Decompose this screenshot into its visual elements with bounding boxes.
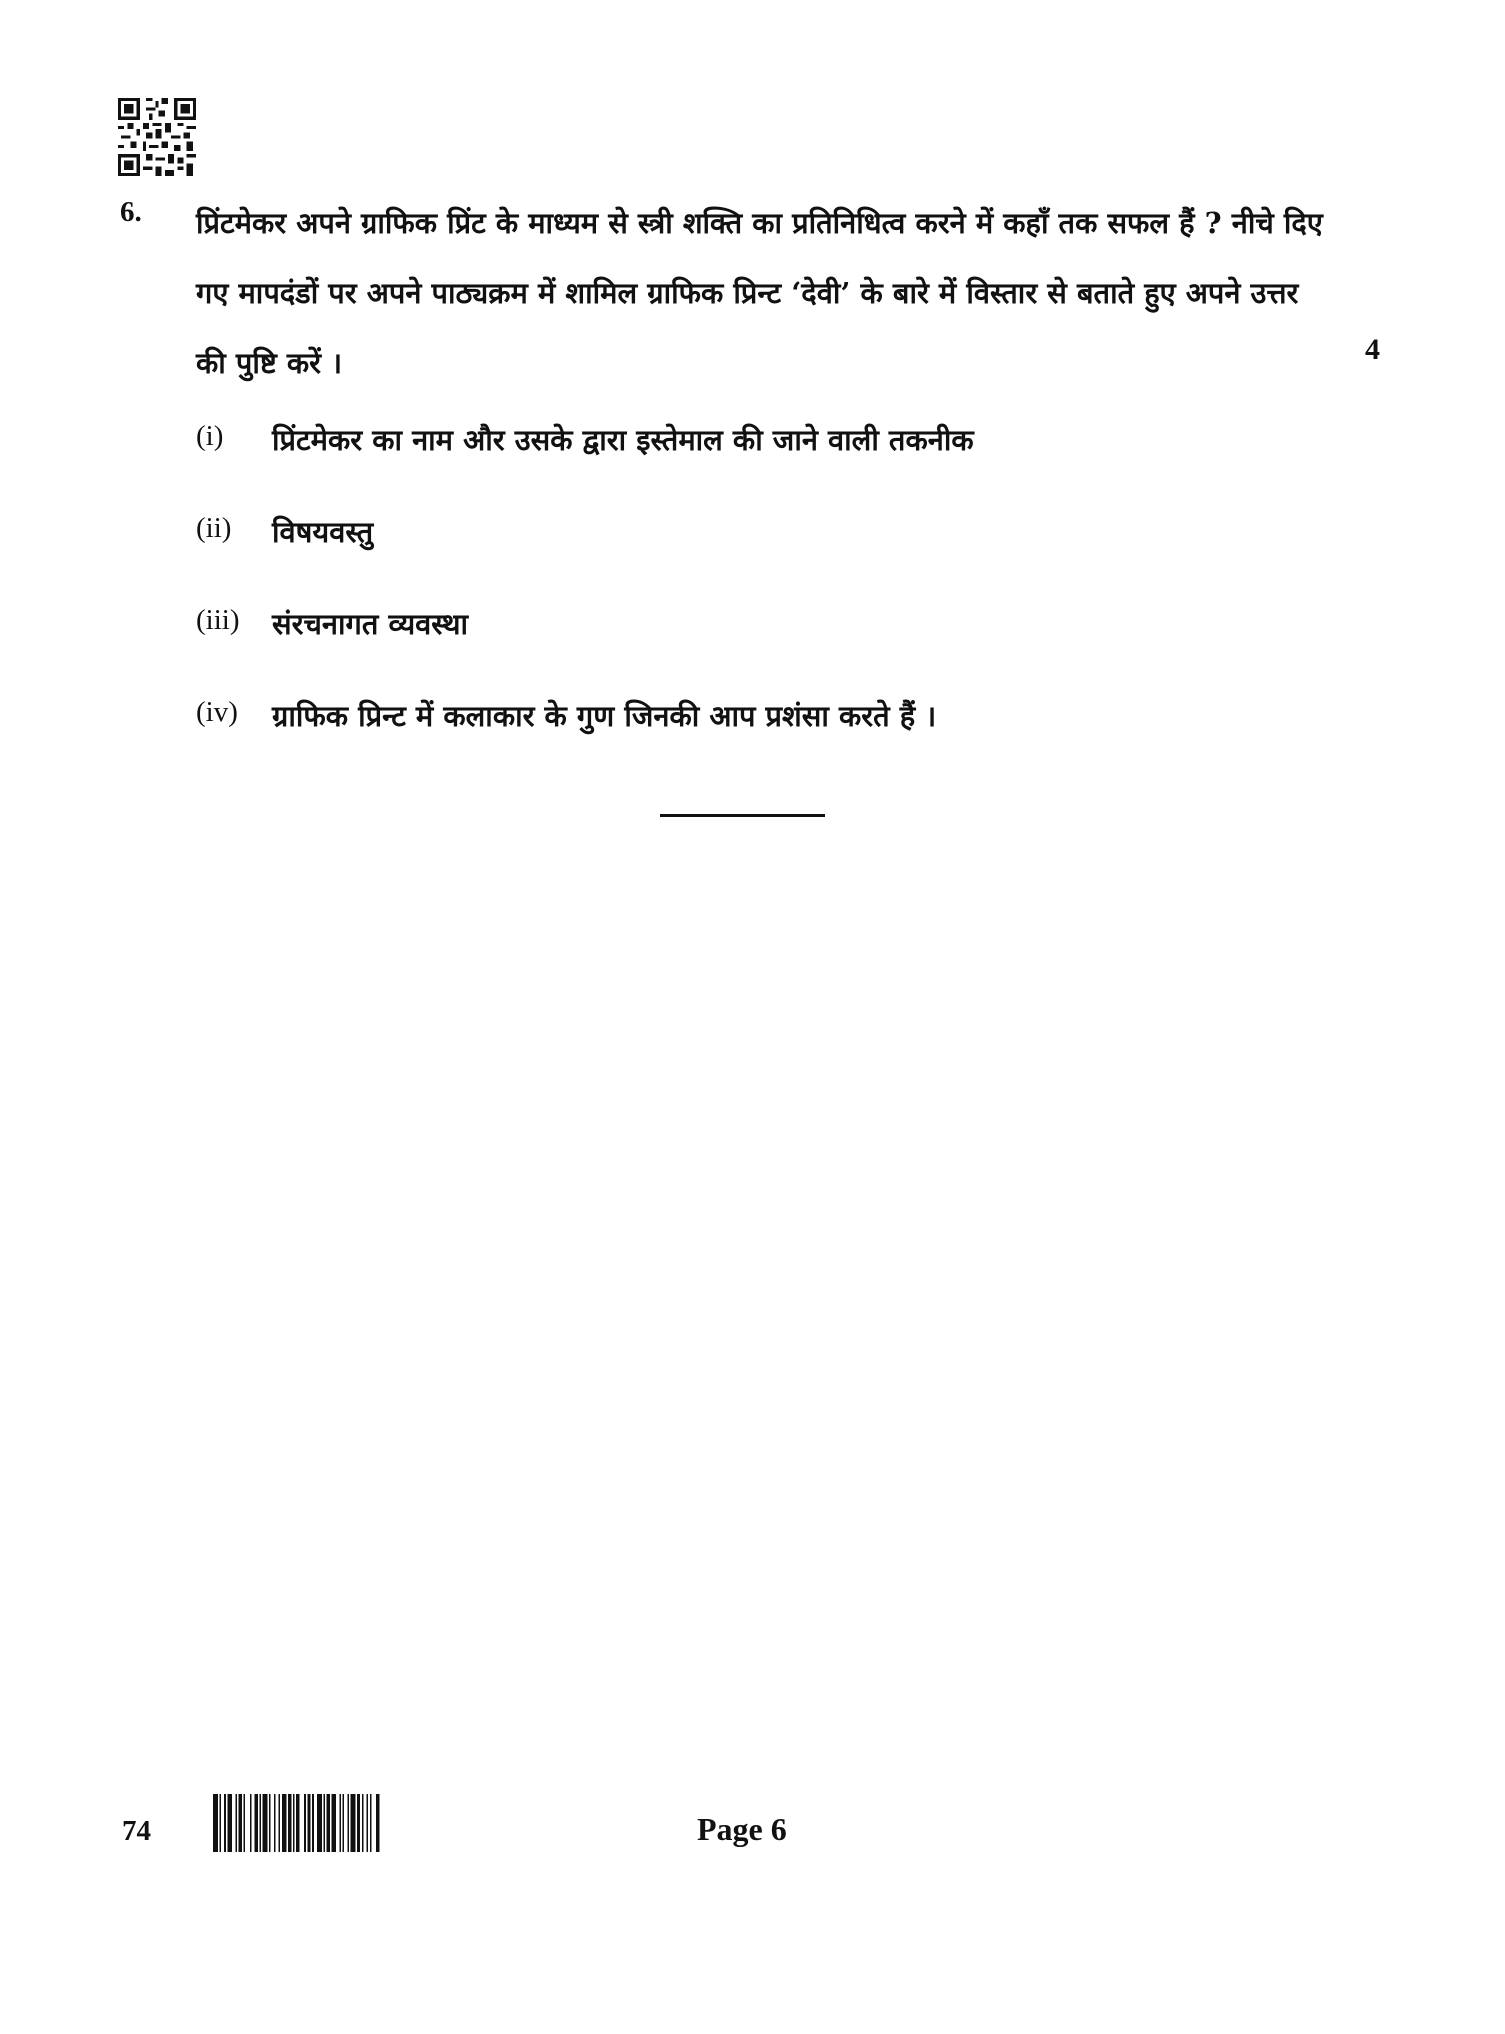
sub-question-text: ग्राफिक प्रिन्ट में कलाकार के गुण जिनकी आप प्रशंसा करते हैं । xyxy=(272,699,937,733)
sub-question-label: (i) xyxy=(196,420,224,452)
paper-code: 74 xyxy=(122,1815,151,1847)
sub-question xyxy=(196,512,974,604)
sub-question-label: (ii) xyxy=(196,512,232,544)
sub-question xyxy=(196,696,974,788)
sub-question-label: (iv) xyxy=(196,696,238,728)
sub-question-text: संरचनागत व्यवस्था xyxy=(272,607,469,641)
sub-question-label: (iii) xyxy=(196,604,240,636)
sub-question xyxy=(196,604,974,696)
sub-question-text: विषयवस्तु xyxy=(272,515,374,549)
question-marks: 4 xyxy=(1365,333,1380,366)
sub-question-text: प्रिंटमेकर का नाम और उसके द्वारा इस्तेमाल की जाने वाली तकनीक xyxy=(272,423,974,457)
question-text: प्रिंटमेकर अपने ग्राफिक प्रिंट के माध्यम से स्त्री शक्ति का प्रतिनिधित्व करने में कहाँ तक सफल हैं ? नीचे दिए गए मापदंडों पर अपने पाठ्यक्रम में शामिल ग्राफिक प्रिन्ट ‘देवी’ के बारे में विस्तार से बताते हुए अपने उत्तर की पुष्टि करें । xyxy=(196,206,1323,380)
sub-question-list xyxy=(196,420,974,788)
qr-code-icon xyxy=(118,98,196,176)
page-number: Page 6 xyxy=(697,1811,787,1847)
question-number: 6. xyxy=(120,196,142,228)
sub-question xyxy=(196,420,974,512)
end-of-section-divider xyxy=(660,814,825,817)
barcode-icon xyxy=(213,1794,460,1852)
